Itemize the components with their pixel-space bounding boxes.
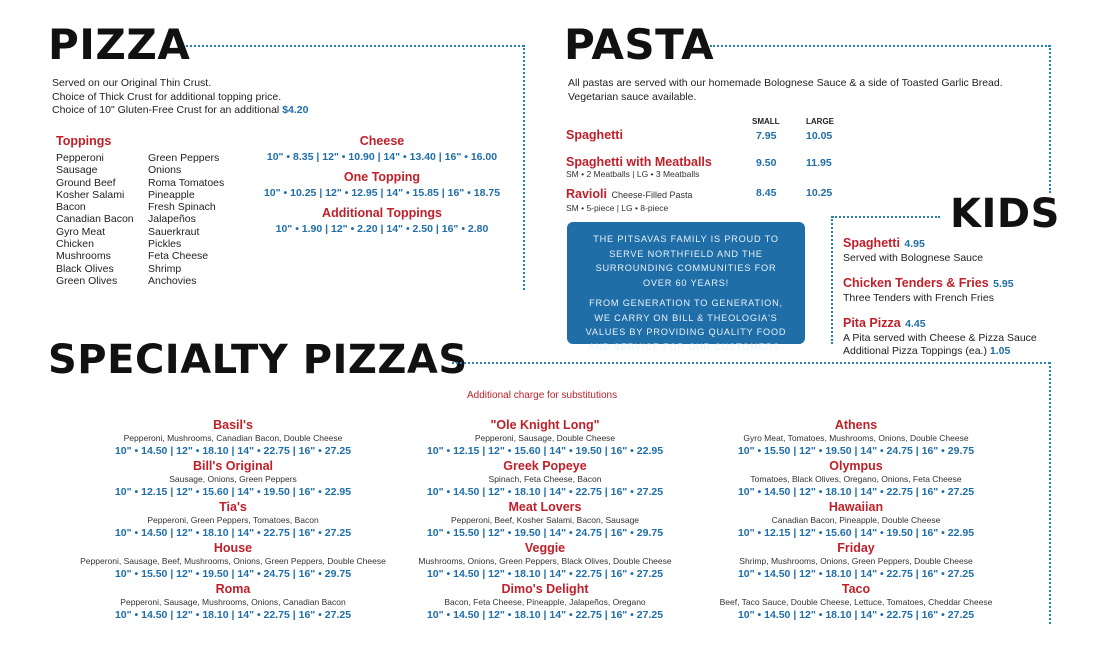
specialty-item-name: House — [213, 541, 253, 555]
pasta-intro-line: Vegetarian sauce available. — [568, 90, 697, 103]
specialty-item-desc: Canadian Bacon, Pineapple, Double Cheese — [771, 515, 941, 525]
topping-item: Jalapeños — [148, 213, 196, 226]
pasta-divider-h — [710, 45, 1050, 47]
topping-item: Fresh Spinach — [148, 201, 216, 214]
topping-item: Sausage — [56, 164, 98, 177]
specialty-divider-v — [1049, 362, 1051, 624]
toppings-heading: Toppings — [56, 134, 112, 148]
specialty-item-name: Athens — [834, 418, 878, 432]
specialty-item — [380, 541, 710, 582]
pasta-item-large: 10.25 — [806, 187, 833, 199]
kids-item-price: 4.45 — [905, 318, 926, 330]
kids-divider-v — [831, 216, 833, 344]
specialty-column-1 — [68, 418, 398, 623]
kids-item-price: 5.95 — [993, 278, 1014, 290]
topping-item: Gyro Meat — [56, 225, 106, 238]
toppings-list-2 — [148, 152, 224, 287]
pasta-item-sub: SM • 2 Meatballs | LG • 3 Meatballs — [566, 169, 700, 179]
pasta-item-name: Ravioli — [566, 187, 607, 201]
specialty-item-name: Meat Lovers — [508, 500, 582, 514]
specialty-item-name: Friday — [837, 541, 875, 555]
specialty-item — [380, 582, 710, 623]
kids-item-name: Pita Pizza — [843, 316, 901, 330]
kids-item-desc: A Pita served with Cheese & Pizza Sauce — [843, 332, 1037, 344]
specialty-item — [68, 459, 398, 500]
specialty-item — [691, 541, 1021, 582]
specialty-item-name: Bill's Original — [192, 459, 274, 473]
kids-item-price: 4.95 — [904, 238, 925, 250]
specialty-item-desc: Pepperoni, Sausage, Mushrooms, Onions, Canadian Bacon — [120, 597, 346, 607]
additional-toppings-heading: Additional Toppings — [322, 206, 442, 220]
specialty-item-name: Hawaiian — [828, 500, 884, 514]
pasta-item — [566, 185, 866, 213]
specialty-item-desc: Pepperoni, Mushrooms, Canadian Bacon, Double Cheese — [123, 433, 343, 443]
topping-item: Black Olives — [56, 262, 114, 275]
specialty-item-prices: 10" • 12.15 | 12" • 15.60 | 14" • 19.50 | 16" • 22.95 — [114, 486, 352, 498]
kids-item-name: Chicken Tenders & Fries — [843, 276, 989, 290]
topping-item: Pepperoni — [56, 152, 104, 164]
toppings-list-1 — [56, 152, 134, 287]
family-info-p2: FROM GENERATION TO GENERATION, WE CARRY ON BILL & THEOLOGIA'S VALUES BY PROVIDING QUALITY FOOD AND SERVICE FOR OUR CUSTOMERS. — [585, 298, 787, 352]
pasta-intro — [568, 77, 1003, 104]
specialty-divider-h — [452, 362, 1050, 364]
pasta-intro-line: All pastas are served with our homemade Bolognese Sauce & a side of Toasted Garlic Bread. — [568, 77, 1003, 89]
topping-item: Ground Beef — [56, 176, 116, 189]
specialty-item-name: Veggie — [524, 541, 566, 555]
topping-item: Onions — [148, 164, 182, 177]
specialty-item — [68, 500, 398, 541]
specialty-item-prices: 10" • 14.50 | 12" • 18.10 | 14" • 22.75 | 16" • 27.25 — [426, 609, 664, 621]
specialty-item-desc: Tomatoes, Black Olives, Oregano, Onions, Feta Cheese — [750, 474, 962, 484]
pizza-intro — [52, 77, 308, 118]
specialty-item — [380, 500, 710, 541]
specialty-item-desc: Pepperoni, Sausage, Beef, Mushrooms, Onions, Green Peppers, Double Cheese — [80, 556, 386, 566]
specialty-column-3 — [691, 418, 1021, 623]
topping-item: Mushrooms — [56, 250, 111, 263]
pasta-divider-v — [1049, 45, 1051, 193]
kids-item — [843, 274, 1063, 305]
pasta-item-large: 10.05 — [806, 130, 833, 142]
kids-title: KIDS — [950, 191, 1060, 237]
kids-item-desc: Served with Bolognese Sauce — [843, 252, 984, 264]
pizza-prices-block — [262, 134, 502, 235]
kids-list — [843, 234, 1063, 358]
specialty-item-desc: Mushrooms, Onions, Green Peppers, Black Olives, Double Cheese — [418, 556, 672, 566]
topping-item: Canadian Bacon — [56, 213, 134, 226]
one-topping-heading: One Topping — [343, 170, 421, 184]
specialty-item-name: Roma — [215, 582, 251, 596]
topping-item: Pickles — [148, 238, 182, 251]
specialty-item-name: Tia's — [219, 500, 247, 514]
specialty-item-desc: Pepperoni, Sausage, Double Cheese — [474, 433, 616, 443]
family-info-box — [567, 222, 805, 352]
specialty-item-prices: 10" • 15.50 | 12" • 19.50 | 14" • 24.75 | 16" • 29.75 — [426, 527, 664, 539]
pizza-intro-line: Choice of Thick Crust for additional topping price. — [52, 90, 282, 103]
topping-item: Feta Cheese — [148, 250, 209, 263]
pasta-col-large: LARGE — [806, 117, 834, 126]
topping-item: Bacon — [56, 201, 86, 214]
kids-divider-h — [832, 216, 940, 218]
specialty-item-desc: Pepperoni, Green Peppers, Tomatoes, Bacon — [147, 515, 319, 525]
specialty-item-prices: 10" • 12.15 | 12" • 15.60 | 14" • 19.50 | 16" • 22.95 — [737, 527, 975, 539]
specialty-item-prices: 10" • 14.50 | 12" • 18.10 | 14" • 22.75 | 16" • 27.25 — [426, 486, 664, 498]
pizza-title: PIZZA — [48, 20, 191, 69]
specialty-item-name: "Ole Knight Long" — [490, 418, 600, 432]
specialty-item-prices: 10" • 14.50 | 12" • 18.10 | 14" • 22.75 | 16" • 27.25 — [114, 527, 352, 539]
pasta-item — [566, 128, 866, 142]
topping-item: Kosher Salami — [56, 188, 125, 201]
specialty-item-name: Taco — [841, 582, 871, 596]
pizza-divider-v — [523, 45, 525, 290]
specialty-item-prices: 10" • 14.50 | 12" • 18.10 | 14" • 22.75 | 16" • 27.25 — [114, 609, 352, 621]
topping-item: Chicken — [56, 238, 94, 251]
pasta-title: PASTA — [564, 20, 715, 69]
specialty-item — [380, 459, 710, 500]
specialty-item-prices: 10" • 14.50 | 12" • 18.10 | 14" • 22.75 | 16" • 27.25 — [737, 568, 975, 580]
topping-item: Pineapple — [148, 188, 195, 201]
specialty-item-prices: 10" • 15.50 | 12" • 19.50 | 14" • 24.75 | 16" • 29.75 — [114, 568, 352, 580]
pasta-item-small: 8.45 — [756, 187, 777, 199]
topping-item: Roma Tomatoes — [148, 176, 225, 189]
kids-extra-text: Additional Pizza Toppings (ea.) — [843, 345, 987, 357]
specialty-substitution-note: Additional charge for substitutions — [467, 390, 618, 401]
specialty-item-prices: 10" • 14.50 | 12" • 18.10 | 14" • 22.75 | 16" • 27.25 — [114, 445, 352, 457]
pizza-gluten-price: $4.20 — [282, 104, 309, 116]
specialty-item-name: Greek Popeye — [503, 459, 587, 473]
specialty-item-name: Dimo's Delight — [501, 582, 589, 596]
family-info-p1: THE PITSAVAS FAMILY IS PROUD TO SERVE NORTHFIELD AND THE SURROUNDING COMMUNITIES FOR OVER 60 YEARS! — [593, 234, 779, 288]
pizza-gluten-line — [52, 104, 308, 118]
specialty-item-desc: Beef, Taco Sauce, Double Cheese, Lettuce, Tomatoes, Cheddar Cheese — [719, 597, 993, 607]
pasta-item-small: 7.95 — [756, 130, 777, 142]
additional-toppings-prices: 10" • 1.90 | 12" • 2.20 | 14" • 2.50 | 16" • 2.80 — [275, 223, 489, 235]
pasta-item-name: Spaghetti — [566, 128, 623, 142]
specialty-item — [691, 500, 1021, 541]
specialty-title: SPECIALTY PIZZAS — [48, 337, 468, 383]
specialty-item-desc: Shrimp, Mushrooms, Onions, Green Peppers, Double Cheese — [739, 556, 973, 566]
specialty-item-desc: Sausage, Onions, Green Peppers — [169, 474, 297, 484]
kids-item-name: Spaghetti — [843, 236, 900, 250]
specialty-item-prices: 10" • 12.15 | 12" • 15.60 | 14" • 19.50 | 16" • 22.95 — [426, 445, 664, 457]
specialty-item — [691, 459, 1021, 500]
topping-item: Anchovies — [148, 274, 197, 287]
specialty-item-desc: Gyro Meat, Tomatoes, Mushrooms, Onions, Double Cheese — [743, 433, 969, 443]
specialty-item — [691, 582, 1021, 623]
cheese-heading: Cheese — [359, 134, 405, 148]
kids-extra-price: 1.05 — [989, 345, 1011, 357]
pasta-item-small: 9.50 — [756, 157, 777, 169]
pizza-intro-line: Served on our Original Thin Crust. — [52, 77, 212, 89]
topping-item: Shrimp — [148, 262, 182, 275]
specialty-item-name: Olympus — [829, 459, 883, 473]
pizza-gluten-text: Choice of 10" Gluten-Free Crust for an additional — [52, 104, 280, 116]
pasta-item — [566, 155, 866, 179]
one-topping-prices: 10" • 10.25 | 12" • 12.95 | 14" • 15.85 | 16" • 18.75 — [263, 187, 501, 199]
specialty-item-desc: Spinach, Feta Cheese, Bacon — [488, 474, 602, 484]
pasta-col-small: SMALL — [752, 117, 780, 126]
specialty-item-prices: 10" • 14.50 | 12" • 18.10 | 14" • 22.75 | 16" • 27.25 — [737, 486, 975, 498]
pasta-item-large: 11.95 — [806, 157, 832, 169]
pizza-divider-h — [186, 45, 524, 47]
topping-item: Green Peppers — [148, 152, 220, 164]
specialty-item — [691, 418, 1021, 459]
specialty-column-2 — [380, 418, 710, 623]
specialty-item — [68, 541, 398, 582]
specialty-item — [380, 418, 710, 459]
specialty-item-prices: 10" • 14.50 | 12" • 18.10 | 14" • 22.75 | 16" • 27.25 — [426, 568, 664, 580]
pasta-item-note: Cheese-Filled Pasta — [611, 190, 693, 200]
specialty-item-prices: 10" • 14.50 | 12" • 18.10 | 14" • 22.75 | 16" • 27.25 — [737, 609, 975, 621]
kids-extra-line — [843, 345, 1063, 358]
kids-item-desc: Three Tenders with French Fries — [843, 292, 994, 304]
kids-item — [843, 314, 1063, 358]
specialty-item — [68, 582, 398, 623]
kids-item — [843, 234, 1063, 265]
topping-item: Green Olives — [56, 274, 118, 287]
cheese-prices: 10" • 8.35 | 12" • 10.90 | 14" • 13.40 | 16" • 16.00 — [266, 151, 498, 163]
specialty-item-desc: Bacon, Feta Cheese, Pineapple, Jalapeños, Oregano — [444, 597, 646, 607]
specialty-item — [68, 418, 398, 459]
pasta-item-sub: SM • 5-piece | LG • 8-piece — [566, 203, 669, 213]
specialty-item-desc: Pepperoni, Beef, Kosher Salami, Bacon, Sausage — [450, 515, 640, 525]
pasta-item-name: Spaghetti with Meatballs — [566, 155, 712, 169]
specialty-item-prices: 10" • 15.50 | 12" • 19.50 | 14" • 24.75 | 16" • 29.75 — [737, 445, 975, 457]
topping-item: Sauerkraut — [148, 225, 200, 238]
specialty-item-name: Basil's — [213, 418, 253, 432]
